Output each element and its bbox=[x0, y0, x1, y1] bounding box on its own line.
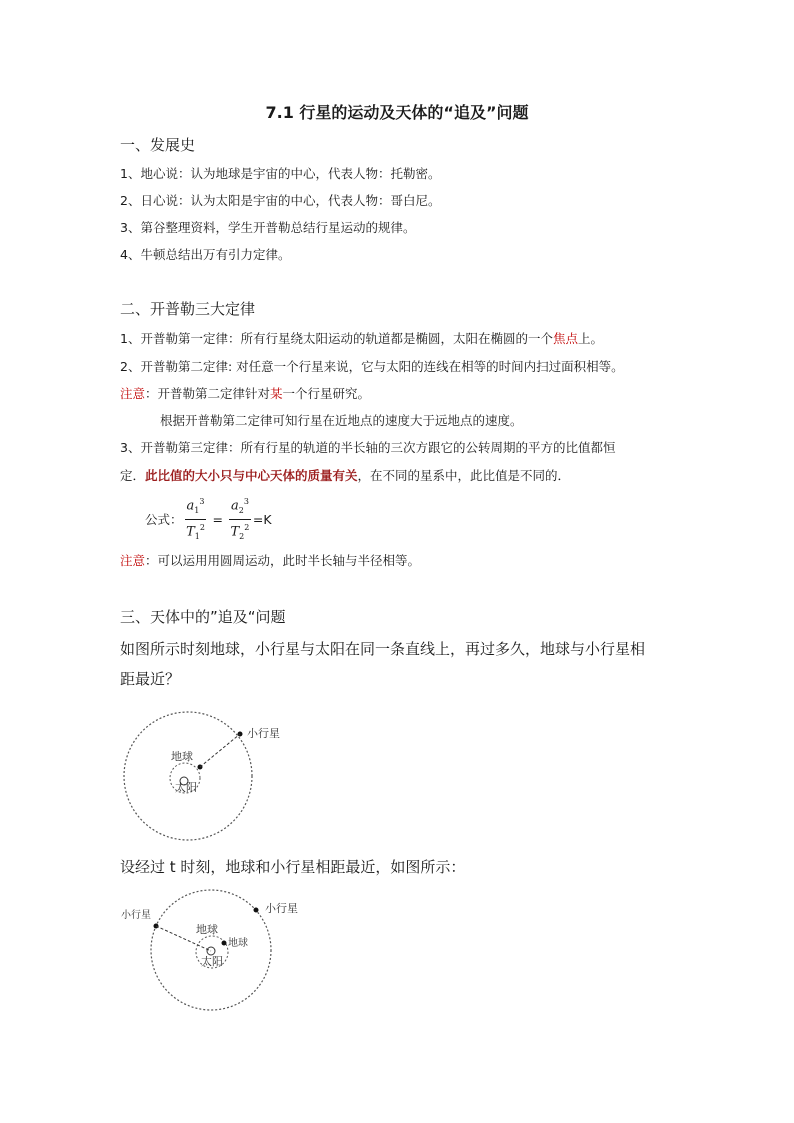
section2-heading: 二、开普勒三大定律 bbox=[120, 300, 256, 318]
kepler-law-2: 2、开普勒第二定律: 对任意一个行星来说，它与太阳的连线在相等的时间内扫过面积相等。 bbox=[120, 359, 624, 374]
note1-label: 注意 bbox=[120, 386, 146, 401]
note1-text: ：开普勒第二定律针对 bbox=[145, 386, 271, 401]
sun-label: 太阳 bbox=[175, 781, 197, 794]
note1-text-end: 一个行星研究。 bbox=[282, 386, 371, 401]
note-2 bbox=[120, 551, 420, 569]
question-line-2: 距最近？ bbox=[120, 670, 181, 688]
asteroid-dot-right bbox=[254, 908, 259, 913]
law1-text: 1、开普勒第一定律：所有行星绕太阳运动的轨道都是椭圆，太阳在椭圆的一个 bbox=[120, 331, 553, 346]
law3-text-end: ，在不同的星系中，此比值是不同的． bbox=[357, 468, 571, 483]
law3-text: 定． bbox=[120, 468, 146, 483]
earth-label: 地球 bbox=[171, 750, 193, 763]
formula-equals: = bbox=[212, 511, 223, 527]
kepler-law-3-line-2 bbox=[120, 466, 570, 484]
asteroid-orbit bbox=[124, 712, 252, 840]
kepler-law-3-line-1: 3、开普勒第三定律：所有行星的轨道的半长轴的三次方跟它的公转周期的平方的比值都恒 bbox=[120, 440, 616, 455]
section1-item: 1、地心说：认为地球是宇宙的中心，代表人物：托勒密。 bbox=[120, 166, 441, 181]
note2-text: ：可以运用用圆周运动，此时半长轴与半径相等。 bbox=[145, 553, 421, 568]
section1-item: 3、第谷整理资料，学生开普勒总结行星运动的规律。 bbox=[120, 220, 416, 235]
sun-label: 太阳 bbox=[201, 955, 223, 968]
earth-small-label: 地球 bbox=[228, 938, 248, 949]
after-text: 设经过 t 时刻，地球和小行星相距最近，如图所示： bbox=[120, 858, 466, 876]
asteroid-label-left: 小行星 bbox=[121, 910, 151, 921]
asteroid-label-right: 小行星 bbox=[265, 902, 298, 915]
question-line-1: 如图所示时刻地球，小行星与太阳在同一条直线上，再过多久，地球与小行星相 bbox=[120, 640, 646, 658]
earth-label: 地球 bbox=[196, 923, 218, 936]
note-1 bbox=[120, 384, 370, 402]
note2-label: 注意 bbox=[120, 553, 146, 568]
alignment-line bbox=[200, 734, 240, 767]
section1-heading: 一、发展史 bbox=[120, 136, 196, 154]
law3-emphasis: 此比值的大小只与中心天体的质量有关 bbox=[145, 468, 358, 483]
formula-result: =K bbox=[252, 511, 272, 527]
section1-item: 4、牛顿总结出万有引力定律。 bbox=[120, 247, 291, 262]
fraction-1: $\frac{a_1^3}{T_1^2}$ bbox=[185, 494, 207, 545]
asteroid-label: 小行星 bbox=[247, 727, 280, 740]
kepler-formula bbox=[145, 494, 272, 545]
section3-heading: 三、天体中的”追及“问题 bbox=[120, 608, 286, 626]
orbit-diagram-1 bbox=[115, 708, 315, 848]
orbit-diagram-2 bbox=[115, 888, 325, 1023]
note1-highlight: 某 bbox=[270, 386, 283, 401]
law1-text-end: 上。 bbox=[577, 331, 603, 346]
fraction-2: $\frac{a_2^3}{T_2^2}$ bbox=[229, 494, 251, 545]
law1-highlight: 焦点 bbox=[552, 331, 578, 346]
earth-dot bbox=[222, 941, 227, 946]
note-1-line-2: 根据开普勒第二定律可知行星在近地点的速度大于远地点的速度。 bbox=[160, 413, 523, 428]
page-title: 7.1 行星的运动及天体的“追及”问题 bbox=[265, 103, 529, 122]
formula-label: 公式： bbox=[145, 512, 183, 528]
kepler-law-1 bbox=[120, 329, 603, 347]
section1-item: 2、日心说：认为太阳是宇宙的中心，代表人物：哥白尼。 bbox=[120, 193, 441, 208]
